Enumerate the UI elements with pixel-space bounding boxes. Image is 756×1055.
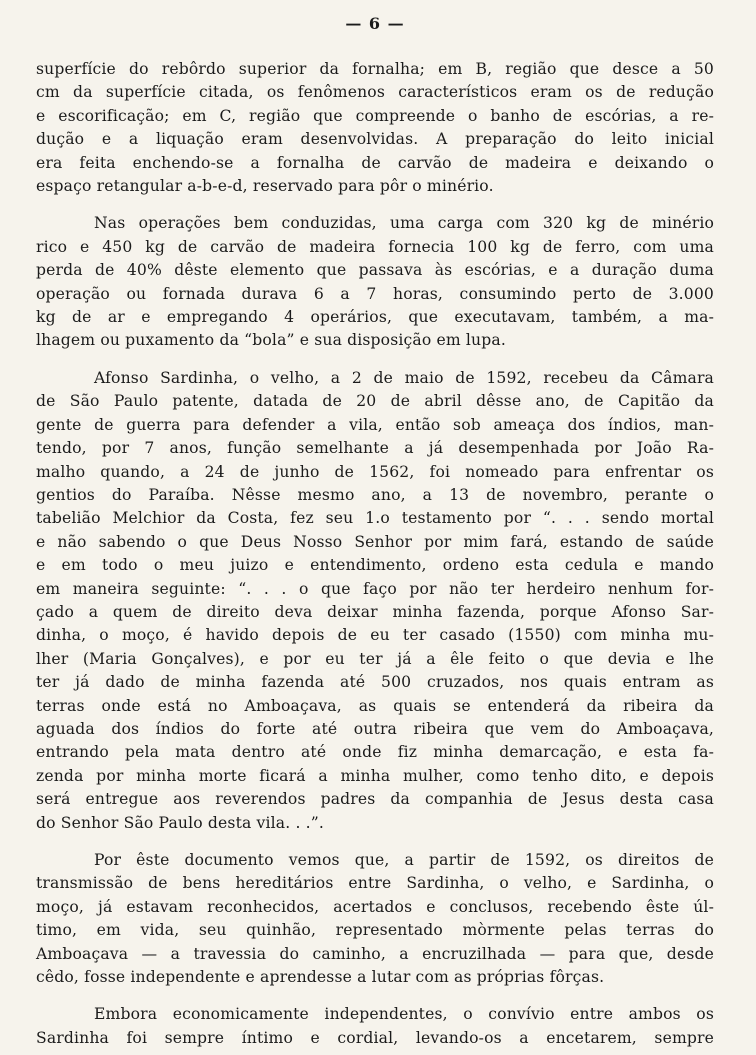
text-line: era feita enchendo-se a fornalha de carvão de madeira e deixando o <box>36 153 714 172</box>
text-line: Afonso Sardinha, o velho, a 2 de maio de 1592, recebeu da Câmara <box>94 368 714 387</box>
paragraph <box>36 212 714 352</box>
text-line: Embora economicamente independentes, o convívio entre ambos os <box>94 1005 714 1024</box>
text-line: dução e a liquação eram desenvolvidas. A preparação do leito inicial <box>36 130 714 149</box>
text-line: perda de 40% dêste elemento que passava às escórias, e a duração duma <box>36 261 714 280</box>
text-line: moço, já estavam reconhecidos, acertados e conclusos, recebendo êste úl- <box>36 897 714 916</box>
paragraph <box>36 849 714 989</box>
text-line: zenda por minha morte ficará a minha mulher, como tenho dito, e depois <box>36 766 714 785</box>
text-line: rico e 450 kg de carvão de madeira fornecia 100 kg de ferro, com uma <box>36 237 714 256</box>
text-line: entrando pela mata dentro até onde fiz minha demarcação, e esta fa- <box>36 743 714 762</box>
text-line: çado a quem de direito deva deixar minha fazenda, porque Afonso Sar- <box>36 602 714 621</box>
text-line: cêdo, fosse independente e aprendesse a lutar com as próprias fôrças. <box>36 968 605 987</box>
text-line: kg de ar e empregando 4 operários, que executavam, também, a ma- <box>36 308 714 327</box>
text-line: cm da superfície citada, os fenômenos característicos eram os de redução <box>36 83 714 102</box>
text-line: e escorificação; em C, região que compreende o banho de escórias, a re- <box>36 106 714 125</box>
paragraph <box>36 58 714 198</box>
text-line: operação ou fornada durava 6 a 7 horas, consumindo perto de 3.000 <box>36 284 714 303</box>
page-number: — 6 — <box>345 14 405 33</box>
text-line: dinha, o moço, é havido depois de eu ter casado (1550) com minha mu- <box>36 626 714 645</box>
text-line: Por êste documento vemos que, a partir de 1592, os direitos de <box>94 851 714 869</box>
text-line: de São Paulo patente, datada de 20 de abril dêsse ano, de Capitão da <box>36 392 714 411</box>
paragraph <box>36 367 714 835</box>
text-line: gentios do Paraíba. Nêsse mesmo ano, a 13 de novembro, perante o <box>36 485 714 504</box>
text-line: lhagem ou puxamento da “bola” e sua disposição em lupa. <box>36 331 506 350</box>
text-line: em maneira seguinte: “. . . o que faço por não ter herdeiro nenhum for- <box>36 579 714 598</box>
text-line: timo, em vida, seu quinhão, representado mòrmente pelas terras do <box>36 921 714 940</box>
text-line: espaço retangular a-b-e-d, reservado para pôr o minério. <box>36 177 494 196</box>
text-line: Nas operações bem conduzidas, uma carga com 320 kg de minério <box>94 214 714 233</box>
text-line: e em todo o meu juizo e entendimento, ordeno esta cedula e mando <box>36 556 714 575</box>
text-line: transmissão de bens hereditários entre Sardinha, o velho, e Sardinha, o <box>36 874 714 893</box>
text-line: e não sabendo o que Deus Nosso Senhor por mim fará, estando de saúde <box>36 532 714 551</box>
text-line: terras onde está no Amboaçava, as quais se entenderá da ribeira da <box>36 696 714 715</box>
text-line: tendo, por 7 anos, função semelhante a já desempenhada por João Ra- <box>36 439 714 458</box>
text-line: tabelião Melchior da Costa, fez seu 1.o testamento por “. . . sendo mortal <box>36 509 714 528</box>
text-line: gente de guerra para defender a vila, então sob ameaça dos índios, man- <box>36 415 714 434</box>
text-line: Sardinha foi sempre íntimo e cordial, levando-os a encetarem, sempre <box>36 1028 714 1047</box>
text-line: será entregue aos reverendos padres da companhia de Jesus desta casa <box>36 790 714 809</box>
text-line: superfície do rebôrdo superior da fornalha; em B, região que desce a 50 <box>36 60 714 78</box>
text-line: do Senhor São Paulo desta vila. . .”. <box>36 813 324 832</box>
paragraph <box>36 1003 714 1050</box>
text-line: lher (Maria Gonçalves), e por eu ter já a êle feito o que devia e lhe <box>36 649 714 668</box>
text-line: Amboaçava — a travessia do caminho, a encruzilhada — para que, desde <box>36 944 714 963</box>
text-line: malho quando, a 24 de junho de 1562, foi nomeado para enfrentar os <box>36 462 714 481</box>
text-line: aguada dos índios do forte até outra ribeira que vem do Amboaçava, <box>36 719 714 738</box>
text-line: ter já dado de minha fazenda até 500 cruzados, nos quais entram as <box>36 673 714 692</box>
